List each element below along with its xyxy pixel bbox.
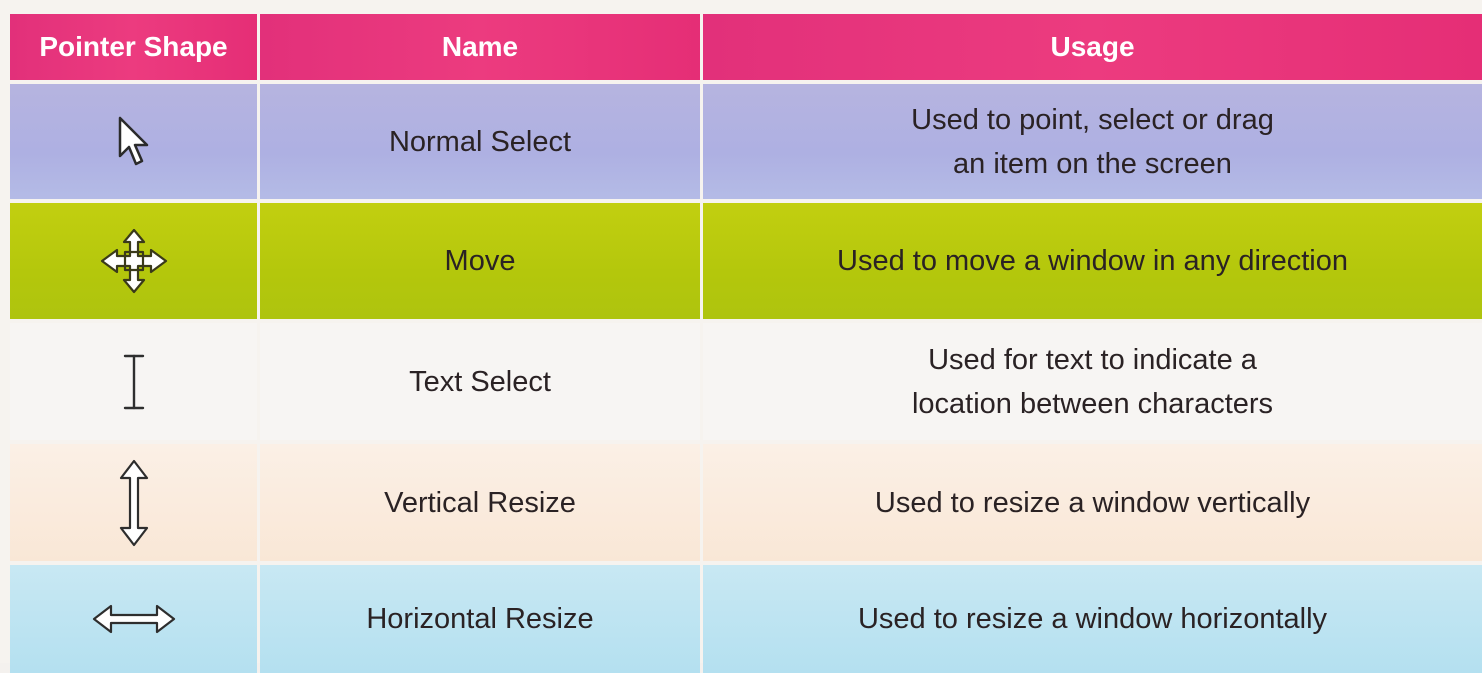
name-normal-select: Normal Select <box>260 84 700 199</box>
text-select-icon-cell <box>10 323 257 440</box>
name-horizontal-resize: Horizontal Resize <box>260 565 700 673</box>
usage-horizontal-resize <box>703 565 1482 673</box>
name-vertical-resize: Vertical Resize <box>260 444 700 561</box>
text-i-beam-icon <box>119 351 149 413</box>
normal-select-icon-cell <box>10 84 257 199</box>
usage-line: an item on the screen <box>953 147 1232 180</box>
usage-vertical-resize <box>703 444 1482 561</box>
header-usage: Usage <box>703 14 1482 80</box>
usage-line: location between characters <box>911 387 1274 420</box>
header-name: Name <box>260 14 700 80</box>
pointer-shapes-table <box>10 14 1476 673</box>
usage-normal-select <box>703 84 1482 199</box>
move-icon-cell <box>10 203 257 319</box>
vertical-resize-arrow-icon <box>117 458 151 548</box>
horizontal-resize-arrow-icon <box>91 602 177 636</box>
name-text-select: Text Select <box>260 323 700 440</box>
name-move: Move <box>260 203 700 319</box>
usage-line: Used to resize a window horizontally <box>857 603 1328 635</box>
usage-move <box>703 203 1482 319</box>
usage-line: Used for text to indicate a <box>928 343 1257 376</box>
usage-line: Used to resize a window vertically <box>874 486 1311 519</box>
header-pointer-shape: Pointer Shape <box>10 14 257 80</box>
arrow-pointer-icon <box>114 114 154 170</box>
usage-text-select <box>703 323 1482 440</box>
usage-line: Used to point, select or drag <box>911 103 1274 136</box>
horizontal-resize-icon-cell <box>10 565 257 673</box>
usage-line: Used to move a window in any direction <box>837 245 1348 277</box>
move-four-way-arrow-icon <box>94 227 174 295</box>
vertical-resize-icon-cell <box>10 444 257 561</box>
